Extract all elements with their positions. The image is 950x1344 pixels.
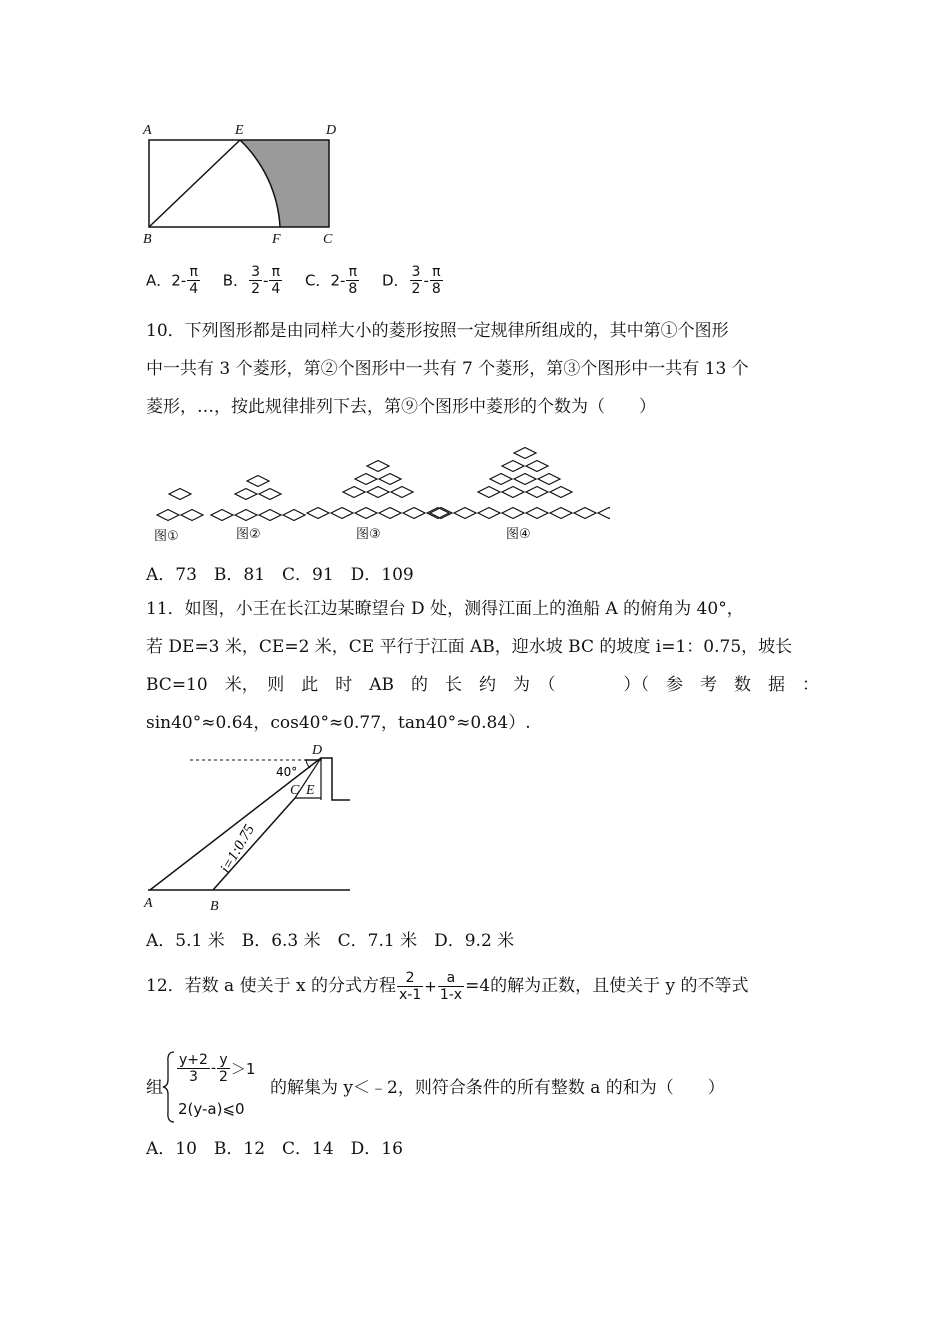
q10-line-3: 菱形，…，按此规律排列下去，第⑨个图形中菱形的个数为（ ） [146, 397, 656, 417]
rhombus [169, 489, 191, 500]
q11-label-d: D [312, 743, 323, 758]
q12-line-1: 12．若数 a 使关于 x 的分式方程 $\frac{2}{x-1}$ + $\frac{a}{1-x}$ =4的解为正数，且使关于 y 的不等式 [146, 970, 749, 1003]
rhombus [478, 487, 500, 498]
q9-figure [140, 120, 350, 250]
rhombus [574, 508, 596, 519]
rhombus [259, 489, 281, 500]
rhombus [598, 508, 610, 519]
rhombus [502, 461, 524, 472]
q9-shaded-region [240, 140, 329, 227]
q11-line-2: 若 DE=3 米，CE=2 米，CE 平行于江面 AB，迎水坡 BC 的坡度 i=1：0.75，坡长 [146, 637, 793, 657]
q9-label-c: C [323, 232, 333, 247]
rhombus [343, 487, 365, 498]
rhombus [526, 461, 548, 472]
q12-system-ineq-2: 2(y-a)⩽0 [178, 1100, 245, 1118]
rhombus [490, 474, 512, 485]
q11-line-3: BC=10 米， 则 此 时 AB 的 长 约 为 （ ）（ 参 考 数 据 ： [146, 675, 819, 695]
rhombus [247, 476, 269, 487]
rhombus [181, 510, 203, 521]
rhombus [391, 487, 413, 498]
rhombus [502, 487, 524, 498]
rhombus [502, 508, 524, 519]
q9-options [146, 260, 444, 301]
q11-line-1: 11．如图，小王在长江边某瞭望台 D 处，测得江面上的渔船 A 的俯角为 40°， [146, 599, 744, 619]
q11-options[interactable]: A．5.1 米 B．6.3 米 C．7.1 米 D．9.2 米 [146, 931, 515, 951]
q12-system-brace [162, 1050, 176, 1124]
q10-caption-2: 图② [236, 527, 261, 542]
q11-label-e: E [306, 783, 315, 798]
rhombus [538, 474, 560, 485]
q9-label-d: D [326, 123, 337, 138]
rhombus [367, 487, 389, 498]
q11-label-b: B [210, 899, 219, 914]
q9-segment-be [149, 140, 240, 227]
rhombus [514, 448, 536, 459]
q12-line-2-tail: 的解集为 y＜﹣2，则符合条件的所有整数 a 的和为（ ） [270, 1078, 725, 1098]
rhombus [157, 510, 179, 521]
rhombus [526, 508, 548, 519]
rhombus [514, 474, 536, 485]
q9-label-b: B [143, 232, 152, 247]
q10-line-1: 10．下列图形都是由同样大小的菱形按照一定规律所组成的，其中第①个图形 [146, 321, 729, 341]
q11-angle-label: 40° [276, 765, 298, 779]
q11-line-4: sin40°≈0.64，cos40°≈0.77，tan40°≈0.84）. [146, 713, 531, 733]
rhombus [550, 487, 572, 498]
rhombus [259, 510, 281, 521]
q10-rhombus-figure [140, 425, 610, 550]
rhombus [403, 508, 425, 519]
q10-caption-1: 图① [154, 529, 179, 544]
q10-rhombus-group [157, 448, 610, 521]
q11-figure [140, 740, 370, 915]
q11-slope-bc [213, 798, 295, 890]
rhombus [367, 461, 389, 472]
rhombus [211, 510, 233, 521]
q11-angle-arc [306, 760, 310, 768]
q12-system-ineq-1: $\frac{y+2}{3}$ - $\frac{y}{2}$ ＞1 [179, 1052, 256, 1085]
q9-option-d[interactable]: D． $\frac{3}{2}$ - $\frac{\pi}{8}$ [381, 264, 441, 297]
q11-label-c: C [290, 783, 300, 798]
rhombus [550, 508, 572, 519]
rhombus [454, 508, 476, 519]
q9-option-b[interactable]: B． $\frac{3}{2}$ - $\frac{\pi}{4}$ [222, 264, 281, 297]
q9-label-a: A [143, 123, 152, 138]
rhombus [235, 489, 257, 500]
rhombus [307, 508, 329, 519]
q10-options[interactable]: A．73 B．81 C．91 D．109 [146, 565, 414, 585]
q12-zu: 组 [146, 1078, 163, 1098]
rhombus [355, 474, 377, 485]
rhombus [379, 508, 401, 519]
rhombus [526, 487, 548, 498]
rhombus [283, 510, 305, 521]
rhombus [331, 508, 353, 519]
rhombus [478, 508, 500, 519]
q10-caption-3: 图③ [356, 527, 381, 542]
rhombus [235, 510, 257, 521]
q12-options[interactable]: A．10 B．12 C．14 D．16 [146, 1139, 403, 1159]
rhombus [355, 508, 377, 519]
q11-slope-label: i=1:0.75 [217, 822, 258, 876]
q11-label-a: A [144, 896, 153, 911]
q10-caption-4: 图④ [506, 527, 531, 542]
rhombus [379, 474, 401, 485]
q9-option-c[interactable]: C．2- $\frac{\pi}{8}$ [304, 264, 358, 297]
q9-label-e: E [235, 123, 244, 138]
q10-line-2: 中一共有 3 个菱形，第②个图形中一共有 7 个菱形，第③个图形中一共有 13 个 [146, 359, 749, 379]
q9-label-f: F [272, 232, 281, 247]
q9-option-a[interactable]: A．2- $\frac{\pi}{4}$ [146, 264, 199, 297]
